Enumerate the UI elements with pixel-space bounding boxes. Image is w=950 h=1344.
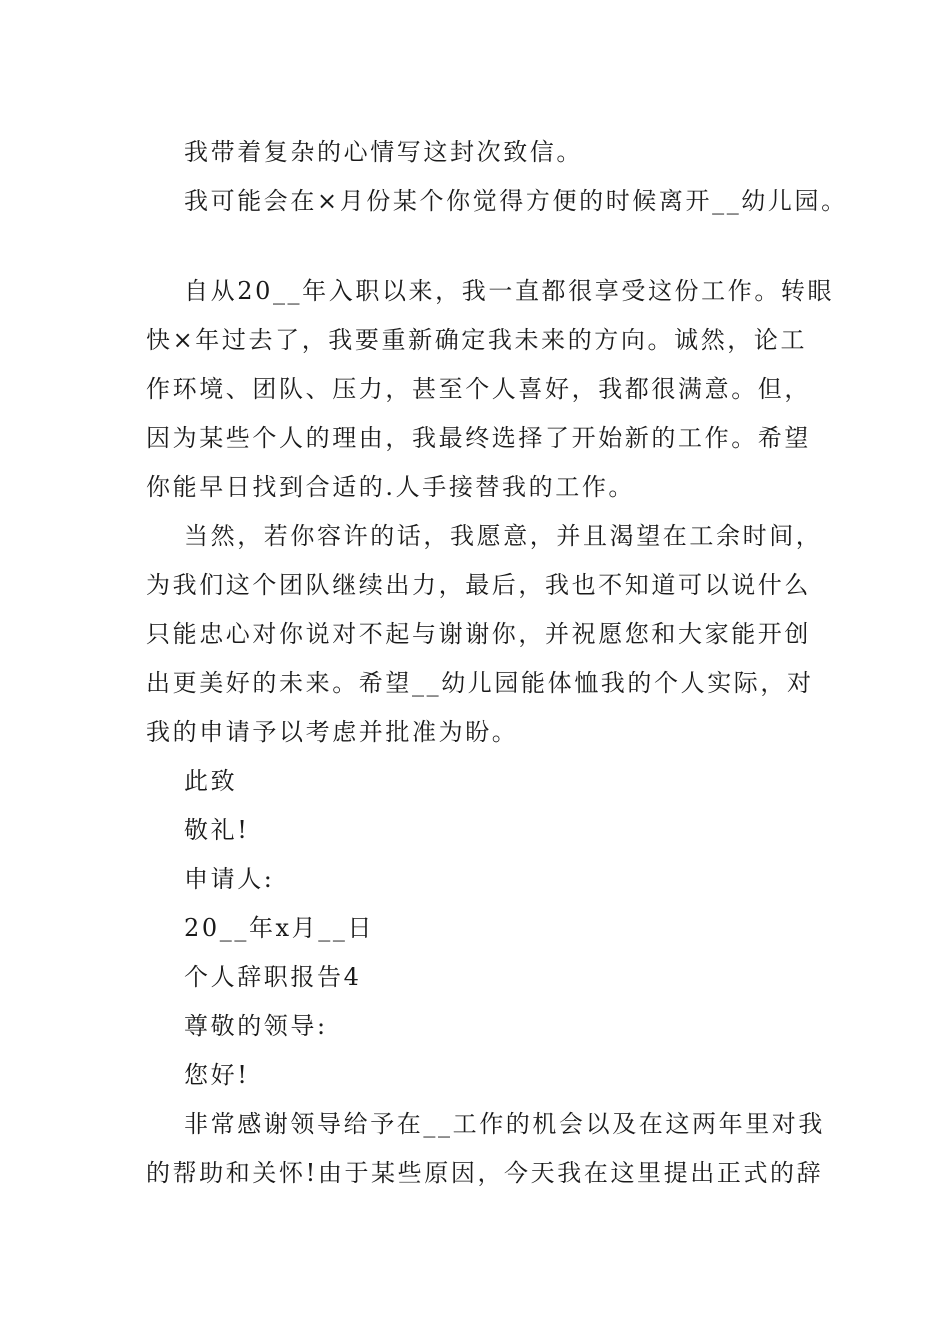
applicant-label: 申请人: bbox=[184, 865, 275, 893]
paragraph-3-line-1: 非常感谢领导给予在__工作的机会以及在这两年里对我 bbox=[184, 1110, 825, 1138]
paragraph-1-line-2: 快×年过去了，我要重新确定我未来的方向。诚然，论工 bbox=[146, 326, 808, 354]
paragraph-1 bbox=[146, 267, 835, 512]
paragraph-1-line-5: 你能早日找到合适的.人手接替我的工作。 bbox=[146, 473, 636, 501]
document-body bbox=[146, 128, 848, 1198]
intro-line-1: 我带着复杂的心情写这封次致信。 bbox=[184, 138, 583, 166]
paragraph-2-line-5: 我的申请予以考虑并批准为盼。 bbox=[146, 718, 519, 746]
intro-line-2: 我可能会在×月份某个你觉得方便的时候离开__幼儿园。 bbox=[184, 187, 848, 215]
addressee: 尊敬的领导: bbox=[184, 1012, 328, 1040]
closing-salute-2: 敬礼! bbox=[184, 816, 250, 844]
paragraph-3-line-2: 的帮助和关怀!由于某些原因，今天我在这里提出正式的辞 bbox=[146, 1159, 824, 1187]
paragraph-2-line-3: 只能忠心对你说对不起与谢谢你，并祝愿您和大家能开创 bbox=[146, 620, 811, 648]
section-title: 个人辞职报告4 bbox=[184, 963, 362, 991]
paragraph-2-line-2: 为我们这个团队继续出力，最后，我也不知道可以说什么 bbox=[146, 571, 811, 599]
date-line: 20__年x月__日 bbox=[184, 914, 375, 942]
paragraph-1-line-1: 自从20__年入职以来，我一直都很享受这份工作。转眼 bbox=[184, 277, 835, 305]
paragraph-1-line-3: 作环境、团队、压力，甚至个人喜好，我都很满意。但， bbox=[146, 375, 811, 403]
paragraph-1-line-4: 因为某些个人的理由，我最终选择了开始新的工作。希望 bbox=[146, 424, 811, 452]
paragraph-2 bbox=[146, 512, 823, 757]
paragraph-2-line-1: 当然，若你容许的话，我愿意，并且渴望在工余时间， bbox=[184, 522, 823, 550]
greeting-hello: 您好! bbox=[184, 1061, 250, 1089]
paragraph-3 bbox=[146, 1100, 825, 1198]
paragraph-2-line-4: 出更美好的未来。希望__幼儿园能体恤我的个人实际，对 bbox=[146, 669, 814, 697]
paragraph-gap bbox=[146, 226, 811, 267]
closing-salute-1: 此致 bbox=[184, 767, 238, 795]
